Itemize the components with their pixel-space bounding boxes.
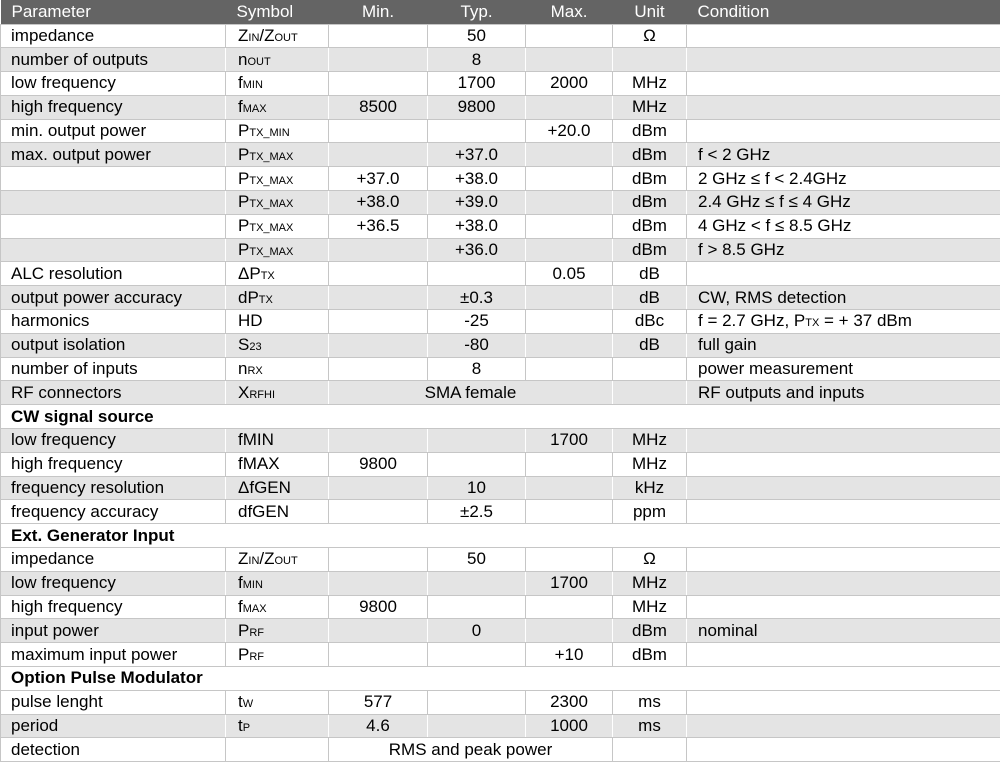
max-cell: 1000 [526,714,613,738]
condition-cell: f < 2 GHz [687,143,1000,167]
typ-cell [428,643,526,667]
min-cell: +37.0 [329,167,428,191]
symbol-cell: PTX_MAX [226,238,329,262]
typ-cell: 50 [428,548,526,572]
symbol-cell: fMAX [226,95,329,119]
column-header-condition: Condition [687,0,1000,24]
min-cell [329,24,428,48]
max-cell [526,95,613,119]
typ-cell: 8 [428,357,526,381]
max-cell [526,214,613,238]
max-cell [526,452,613,476]
table-row [1,619,1000,643]
condition-cell [687,262,1000,286]
unit-cell: dBm [613,214,687,238]
subscript: TX_MIN [249,127,290,140]
min-cell [329,333,428,357]
max-cell [526,548,613,572]
symbol-cell: PTX_MIN [226,119,329,143]
subscript: MIN [242,79,263,92]
parameter-cell: maximum input power [1,643,226,667]
min-cell [329,119,428,143]
parameter-cell [1,191,226,215]
condition-cell: nominal [687,619,1000,643]
table-row [1,95,1000,119]
max-cell: +10 [526,643,613,667]
table-row [1,167,1000,191]
section-row [1,524,1000,548]
parameter-cell: pulse lenght [1,690,226,714]
parameter-cell: impedance [1,548,226,572]
min-cell: 577 [329,690,428,714]
parameter-cell: min. output power [1,119,226,143]
condition-cell [687,95,1000,119]
parameter-cell: high frequency [1,452,226,476]
condition-cell: RF outputs and inputs [687,381,1000,405]
symbol-cell: PTX_MAX [226,191,329,215]
max-cell [526,143,613,167]
symbol-cell: tP [226,714,329,738]
subscript: RF [249,650,265,663]
symbol-cell: fMIN [226,571,329,595]
subscript: TX [805,317,820,330]
table-row [1,119,1000,143]
column-header-max: Max. [526,0,613,24]
unit-cell: dBm [613,643,687,667]
table-row [1,714,1000,738]
parameter-cell: low frequency [1,571,226,595]
max-cell [526,48,613,72]
parameter-cell [1,214,226,238]
parameter-cell: low frequency [1,429,226,453]
unit-cell: kHz [613,476,687,500]
max-cell: 1700 [526,429,613,453]
table-row [1,24,1000,48]
subscript: TX_MAX [249,222,294,235]
subscript: MAX [242,103,267,116]
subscript: MAX [242,603,267,616]
table-row [1,738,1000,762]
unit-cell: dBm [613,619,687,643]
condition-cell [687,48,1000,72]
unit-cell: dBm [613,238,687,262]
symbol-cell: tW [226,690,329,714]
parameter-cell: frequency resolution [1,476,226,500]
column-header-parameter: Parameter [1,0,226,24]
symbol-cell [226,738,329,762]
parameter-cell: output isolation [1,333,226,357]
max-cell: 2000 [526,72,613,96]
condition-cell [687,24,1000,48]
typ-cell: +36.0 [428,238,526,262]
parameter-cell [1,238,226,262]
table-row [1,690,1000,714]
symbol-cell: HD [226,310,329,334]
parameter-cell: period [1,714,226,738]
symbol-cell: ZIN/ZOUT [226,548,329,572]
unit-cell [613,357,687,381]
symbol-cell: PTX_MAX [226,143,329,167]
unit-cell: ppm [613,500,687,524]
min-cell [329,429,428,453]
max-cell [526,333,613,357]
symbol-cell: PTX_MAX [226,167,329,191]
unit-cell: Ω [613,24,687,48]
table-row [1,310,1000,334]
max-cell: 2300 [526,690,613,714]
min-cell [329,72,428,96]
parameter-cell: harmonics [1,310,226,334]
typ-cell [428,571,526,595]
parameter-cell: number of outputs [1,48,226,72]
parameter-cell: number of inputs [1,357,226,381]
typ-cell [428,262,526,286]
typ-cell: +37.0 [428,143,526,167]
typ-cell: ±2.5 [428,500,526,524]
min-cell [329,286,428,310]
condition-cell [687,72,1000,96]
parameter-cell: high frequency [1,95,226,119]
column-header-typ: Typ. [428,0,526,24]
max-cell [526,357,613,381]
unit-cell: dB [613,286,687,310]
min-cell [329,310,428,334]
unit-cell: MHz [613,72,687,96]
table-row [1,643,1000,667]
parameter-cell: frequency accuracy [1,500,226,524]
section-title: Option Pulse Modulator [1,667,1000,691]
typ-cell [428,714,526,738]
table-row [1,333,1000,357]
table-row [1,191,1000,215]
unit-cell: MHz [613,595,687,619]
condition-cell [687,690,1000,714]
parameter-cell: high frequency [1,595,226,619]
subscript: TX [260,269,275,282]
table-row [1,476,1000,500]
min-cell [329,143,428,167]
typ-cell [428,119,526,143]
header-row [1,0,1000,24]
parameter-cell: max. output power [1,143,226,167]
max-cell [526,500,613,524]
table-row [1,452,1000,476]
symbol-cell: XRFHI [226,381,329,405]
subscript: TX_MAX [249,198,294,211]
table-row [1,381,1000,405]
max-cell [526,167,613,191]
typ-cell [428,429,526,453]
max-cell: 0.05 [526,262,613,286]
spec-table-header [1,0,1000,24]
max-cell [526,191,613,215]
typ-cell: +38.0 [428,167,526,191]
condition-cell: f = 2.7 GHz, PTX = + 37 dBm [687,310,1000,334]
table-row [1,262,1000,286]
subscript: TX_MAX [249,246,294,259]
parameter-cell: impedance [1,24,226,48]
subscript: TX [258,293,273,306]
symbol-cell: fMAX [226,595,329,619]
min-cell [329,48,428,72]
min-cell: 8500 [329,95,428,119]
subscript: OUT [274,31,298,44]
min-cell [329,571,428,595]
parameter-cell: output power accuracy [1,286,226,310]
parameter-cell: RF connectors [1,381,226,405]
symbol-cell: S23 [226,333,329,357]
table-row [1,595,1000,619]
min-cell [329,476,428,500]
subscript: OUT [274,555,298,568]
spec-table-body [1,24,1000,762]
condition-cell [687,548,1000,572]
subscript: RX [247,365,263,378]
symbol-cell: PRF [226,643,329,667]
unit-cell: dB [613,262,687,286]
unit-cell: dBm [613,119,687,143]
condition-cell [687,643,1000,667]
unit-cell: ms [613,690,687,714]
typ-cell: -25 [428,310,526,334]
typ-cell: 10 [428,476,526,500]
parameter-cell: ALC resolution [1,262,226,286]
typ-cell: 50 [428,24,526,48]
unit-cell: MHz [613,452,687,476]
symbol-cell: ΔfGEN [226,476,329,500]
subscript: RFHI [249,388,276,401]
unit-cell: ms [613,714,687,738]
typ-cell: +39.0 [428,191,526,215]
max-cell: +20.0 [526,119,613,143]
table-row [1,286,1000,310]
parameter-cell: input power [1,619,226,643]
condition-cell: 2 GHz ≤ f < 2.4GHz [687,167,1000,191]
max-cell [526,595,613,619]
subscript: IN [248,31,260,44]
unit-cell: MHz [613,571,687,595]
max-cell [526,476,613,500]
column-header-min: Min. [329,0,428,24]
subscript: W [242,698,254,711]
condition-cell [687,476,1000,500]
table-row [1,548,1000,572]
subscript: 23 [249,341,262,354]
unit-cell: dBc [613,310,687,334]
symbol-cell: dPTX [226,286,329,310]
condition-cell: f > 8.5 GHz [687,238,1000,262]
table-row [1,143,1000,167]
condition-cell: 2.4 GHz ≤ f ≤ 4 GHz [687,191,1000,215]
condition-cell [687,452,1000,476]
column-header-symbol: Symbol [226,0,329,24]
max-cell: 1700 [526,571,613,595]
symbol-cell: PRF [226,619,329,643]
typ-cell: 0 [428,619,526,643]
typ-cell [428,690,526,714]
condition-cell [687,500,1000,524]
parameter-cell: low frequency [1,72,226,96]
table-row [1,48,1000,72]
min-cell [329,500,428,524]
symbol-cell: dfGEN [226,500,329,524]
condition-cell [687,429,1000,453]
parameter-cell [1,167,226,191]
subscript: MIN [242,579,263,592]
symbol-cell: fMIN [226,72,329,96]
parameter-cell: detection [1,738,226,762]
typ-cell [428,452,526,476]
symbol-cell: ZIN/ZOUT [226,24,329,48]
subscript: P [242,722,251,734]
unit-cell: MHz [613,95,687,119]
typ-cell: 1700 [428,72,526,96]
min-cell [329,262,428,286]
condition-cell: CW, RMS detection [687,286,1000,310]
section-row [1,405,1000,429]
merged-value-cell: RMS and peak power [329,738,613,762]
unit-cell: dBm [613,143,687,167]
min-cell: +36.5 [329,214,428,238]
subscript: RF [249,626,265,639]
symbol-cell: fMIN [226,429,329,453]
unit-cell: dB [613,333,687,357]
merged-value-cell: SMA female [329,381,613,405]
min-cell: +38.0 [329,191,428,215]
typ-cell: 8 [428,48,526,72]
table-row [1,500,1000,524]
subscript: IN [248,555,260,568]
min-cell: 4.6 [329,714,428,738]
max-cell [526,286,613,310]
section-title: Ext. Generator Input [1,524,1000,548]
min-cell [329,548,428,572]
unit-cell: dBm [613,167,687,191]
condition-cell: full gain [687,333,1000,357]
typ-cell [428,595,526,619]
unit-cell [613,381,687,405]
unit-cell [613,738,687,762]
symbol-cell: nRX [226,357,329,381]
table-row [1,357,1000,381]
table-row [1,214,1000,238]
table-row [1,571,1000,595]
subscript: TX_MAX [249,150,294,163]
subscript: OUT [247,55,271,68]
unit-cell [613,48,687,72]
section-row [1,667,1000,691]
min-cell: 9800 [329,452,428,476]
unit-cell: dBm [613,191,687,215]
max-cell [526,24,613,48]
condition-cell [687,738,1000,762]
condition-cell [687,714,1000,738]
typ-cell: ±0.3 [428,286,526,310]
max-cell [526,310,613,334]
condition-cell: 4 GHz < f ≤ 8.5 GHz [687,214,1000,238]
column-header-unit: Unit [613,0,687,24]
max-cell [526,619,613,643]
typ-cell: +38.0 [428,214,526,238]
min-cell [329,643,428,667]
symbol-cell: ΔPTX [226,262,329,286]
condition-cell [687,595,1000,619]
condition-cell: power measurement [687,357,1000,381]
section-title: CW signal source [1,405,1000,429]
typ-cell: 9800 [428,95,526,119]
max-cell [526,238,613,262]
condition-cell [687,119,1000,143]
condition-cell [687,571,1000,595]
table-row [1,238,1000,262]
typ-cell: -80 [428,333,526,357]
min-cell [329,357,428,381]
min-cell: 9800 [329,595,428,619]
subscript: TX_MAX [249,174,294,187]
symbol-cell: nOUT [226,48,329,72]
min-cell [329,238,428,262]
table-row [1,72,1000,96]
table-row [1,429,1000,453]
symbol-cell: PTX_MAX [226,214,329,238]
symbol-cell: fMAX [226,452,329,476]
unit-cell: MHz [613,429,687,453]
unit-cell: Ω [613,548,687,572]
min-cell [329,619,428,643]
